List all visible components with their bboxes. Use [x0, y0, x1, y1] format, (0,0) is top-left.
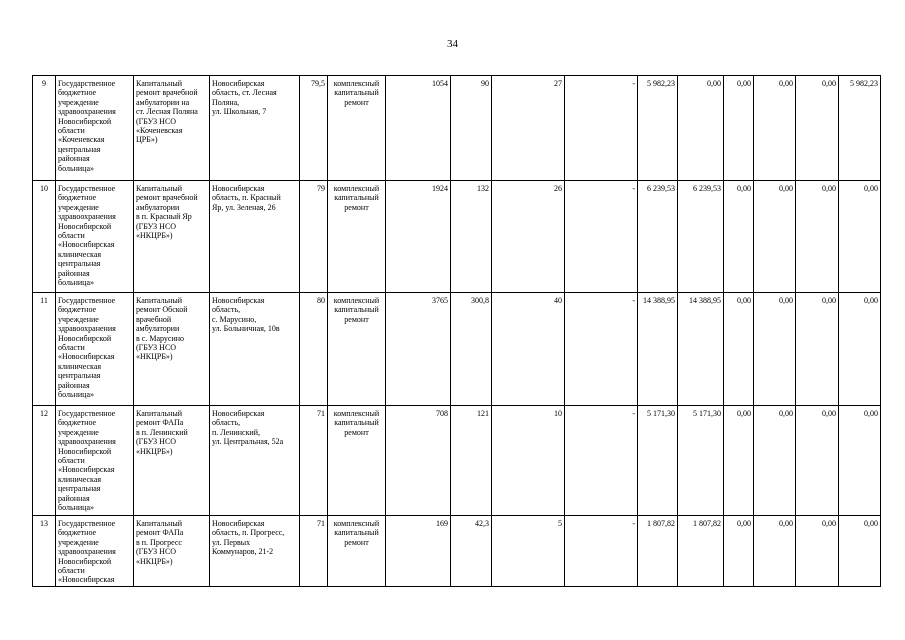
area-cell: 1924 [386, 181, 451, 293]
row-number: 12 [33, 406, 56, 516]
staff-cell: 26 [492, 181, 565, 293]
customer-cell: Государственное бюджетное учреждение здравоохранения Новосибирской области «Новосибирская [56, 516, 134, 587]
customer-cell: Государственное бюджетное учреждение здравоохранения Новосибирской области «Новосибирская клиническая центральная районная больница» [56, 181, 134, 293]
dash-cell: - [565, 406, 638, 516]
table-row [33, 406, 881, 516]
visits-cell: 42,3 [451, 516, 492, 587]
year1-cost-cell: 14 388,95 [678, 293, 724, 406]
object-cell: Капитальный ремонт врачебной амбулатории в п. Красный Яр (ГБУЗ НСО «НКЦРБ») [134, 181, 210, 293]
wear-cell: 79,5 [300, 76, 328, 181]
row-number: 13 [33, 516, 56, 587]
wear-cell: 71 [300, 516, 328, 587]
dash-cell: - [565, 181, 638, 293]
year4-cost-cell: 0,00 [796, 406, 839, 516]
customer-cell: Государственное бюджетное учреждение здравоохранения Новосибирской области «Новосибирская клиническая центральная районная больница» [56, 293, 134, 406]
year1-cost-cell: 0,00 [678, 76, 724, 181]
area-cell: 708 [386, 406, 451, 516]
total-cost-cell: 5 171,30 [638, 406, 678, 516]
year1-cost-cell: 1 807,82 [678, 516, 724, 587]
customer-cell: Государственное бюджетное учреждение здравоохранения Новосибирской области «Новосибирская клиническая центральная районная больница» [56, 406, 134, 516]
work-type-cell: комплексный капитальный ремонт [328, 406, 386, 516]
table-row [33, 293, 881, 406]
area-cell: 1054 [386, 76, 451, 181]
year2-cost-cell: 0,00 [724, 516, 754, 587]
year4-cost-cell: 0,00 [796, 293, 839, 406]
object-cell: Капитальный ремонт ФАПа в п. Прогресс (ГБУЗ НСО «НКЦРБ») [134, 516, 210, 587]
total-cost-cell: 6 239,53 [638, 181, 678, 293]
dash-cell: - [565, 293, 638, 406]
year2-cost-cell: 0,00 [724, 293, 754, 406]
year5-cost-cell: 0,00 [839, 406, 881, 516]
dash-cell: - [565, 76, 638, 181]
visits-cell: 132 [451, 181, 492, 293]
work-type-cell: комплексный капитальный ремонт [328, 76, 386, 181]
year3-cost-cell: 0,00 [754, 76, 796, 181]
object-cell: Капитальный ремонт врачебной амбулатории на ст. Лесная Поляна (ГБУЗ НСО «Коченевская ЦРБ») [134, 76, 210, 181]
staff-cell: 5 [492, 516, 565, 587]
total-cost-cell: 14 388,95 [638, 293, 678, 406]
year5-cost-cell: 0,00 [839, 181, 881, 293]
staff-cell: 27 [492, 76, 565, 181]
year2-cost-cell: 0,00 [724, 406, 754, 516]
year2-cost-cell: 0,00 [724, 76, 754, 181]
year3-cost-cell: 0,00 [754, 406, 796, 516]
address-cell: Новосибирская область, п. Ленинский, ул. Центральная, 52а [210, 406, 300, 516]
address-cell: Новосибирская область, п. Прогресс, ул. Первых Коммунаров, 21-2 [210, 516, 300, 587]
address-cell: Новосибирская область, ст. Лесная Поляна, ул. Школьная, 7 [210, 76, 300, 181]
year1-cost-cell: 6 239,53 [678, 181, 724, 293]
area-cell: 169 [386, 516, 451, 587]
work-type-cell: комплексный капитальный ремонт [328, 516, 386, 587]
customer-cell: Государственное бюджетное учреждение здравоохранения Новосибирской области «Коченевская центральная районная больница» [56, 76, 134, 181]
year3-cost-cell: 0,00 [754, 181, 796, 293]
wear-cell: 71 [300, 406, 328, 516]
work-type-cell: комплексный капитальный ремонт [328, 293, 386, 406]
row-number: 9 [33, 76, 56, 181]
staff-cell: 10 [492, 406, 565, 516]
capital-repair-table [32, 75, 881, 587]
wear-cell: 80 [300, 293, 328, 406]
table-row [33, 181, 881, 293]
year5-cost-cell: 0,00 [839, 293, 881, 406]
total-cost-cell: 5 982,23 [638, 76, 678, 181]
visits-cell: 90 [451, 76, 492, 181]
year4-cost-cell: 0,00 [796, 516, 839, 587]
table-row [33, 76, 881, 181]
year5-cost-cell: 0,00 [839, 516, 881, 587]
year2-cost-cell: 0,00 [724, 181, 754, 293]
visits-cell: 121 [451, 406, 492, 516]
row-number: 10 [33, 181, 56, 293]
year3-cost-cell: 0,00 [754, 293, 796, 406]
wear-cell: 79 [300, 181, 328, 293]
address-cell: Новосибирская область, п. Красный Яр, ул. Зеленая, 26 [210, 181, 300, 293]
object-cell: Капитальный ремонт Обской врачебной амбулатории в с. Марусино (ГБУЗ НСО «НКЦРБ») [134, 293, 210, 406]
table-row [33, 516, 881, 587]
work-type-cell: комплексный капитальный ремонт [328, 181, 386, 293]
year4-cost-cell: 0,00 [796, 181, 839, 293]
year1-cost-cell: 5 171,30 [678, 406, 724, 516]
page-number: 34 [447, 38, 458, 50]
year5-cost-cell: 5 982,23 [839, 76, 881, 181]
row-number: 11 [33, 293, 56, 406]
total-cost-cell: 1 807,82 [638, 516, 678, 587]
dash-cell: - [565, 516, 638, 587]
address-cell: Новосибирская область, с. Марусино, ул. Больничная, 10в [210, 293, 300, 406]
staff-cell: 40 [492, 293, 565, 406]
object-cell: Капитальный ремонт ФАПа в п. Ленинский (ГБУЗ НСО «НКЦРБ») [134, 406, 210, 516]
year4-cost-cell: 0,00 [796, 76, 839, 181]
visits-cell: 300,8 [451, 293, 492, 406]
area-cell: 3765 [386, 293, 451, 406]
year3-cost-cell: 0,00 [754, 516, 796, 587]
